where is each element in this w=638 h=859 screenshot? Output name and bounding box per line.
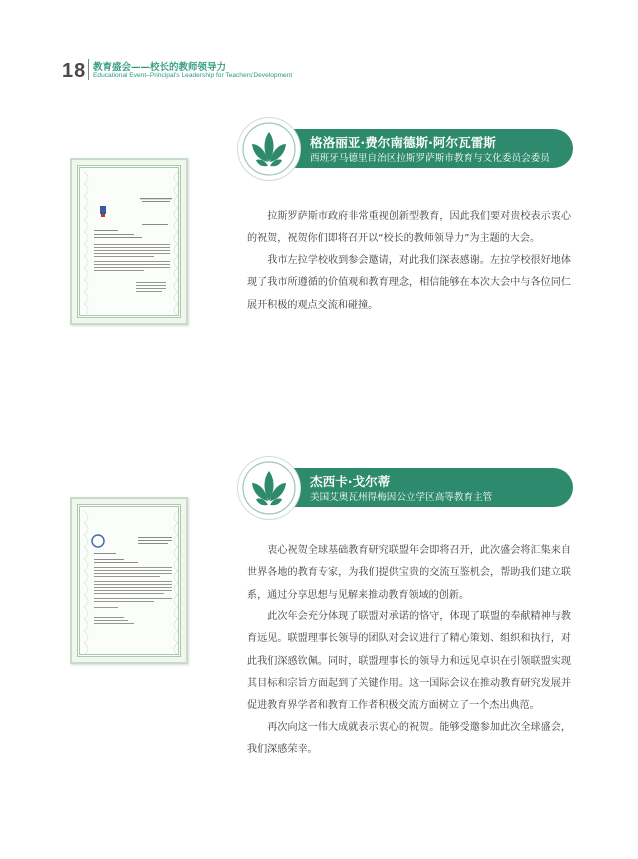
speaker-name-1: 格洛丽亚·费尔南德斯·阿尔瓦雷斯 (310, 135, 496, 150)
certificate-image-2 (70, 497, 188, 664)
speaker-role-2: 美国艾奥瓦州得梅因公立学区高等教育主管 (310, 492, 493, 503)
section-2-paragraph-2: 此次年会充分体现了联盟对承诺的恪守，体现了联盟的奉献精神与教育远见。联盟理事长领导的团队对会议进行了精心策划、组织和执行，对此我们深感钦佩。同时，联盟理事长的领导力和远见卓识在引领联盟实现其目标和宗旨方面起到了关键作用。这一国际会议在推动教育研究发展并促进教育界学者和教育工作者积极交流方面树立了一个杰出典范。 (247, 611, 571, 712)
speaker-banner-1 (278, 129, 573, 168)
certificate-image-1 (70, 158, 188, 325)
leaf-emblem-icon (238, 118, 300, 180)
leaf-emblem-icon (238, 457, 300, 519)
section-2-paragraph-1: 衷心祝贺全球基础教育研究联盟年会即将召开，此次盛会将汇集来自世界各地的教育专家，为我们提供宝贵的交流互鉴机会，帮助我们建立联系，通过分享思想与见解来推动教育领域的创新。 (247, 545, 571, 601)
certificate-letter-2-icon (80, 507, 181, 657)
certificate-letter-1-icon (80, 168, 181, 318)
page-number: 18 (62, 60, 87, 82)
speaker-banner-2 (278, 468, 573, 507)
section-1-paragraph-1: 拉斯罗萨斯市政府非常重视创新型教育，因此我们要对贵校表示衷心的祝贺，祝贺你们即将召开以“校长的教师领导力”为主题的大会。 (247, 211, 571, 245)
section-1-paragraph-2: 我市左拉学校收到参会邀请，对此我们深表感谢。左拉学校很好地体现了我市所遵循的价值观和教育理念，相信能够在本次大会中与各位同仁展开积极的观点交流和碰撞。 (247, 255, 571, 311)
header-divider (88, 59, 89, 80)
speaker-name-2: 杰西卡·戈尔蒂 (310, 474, 391, 489)
section-2-paragraph-3: 再次向这一伟大成就表示衷心的祝贺。能够受邀参加此次全球盛会，我们深感荣幸。 (247, 722, 571, 756)
header-title-en: Educational Event–Principal's Leadership for Teachers'Development (93, 72, 293, 79)
speaker-role-1: 西班牙马德里自治区拉斯罗萨斯市教育与文化委员会委员 (310, 153, 550, 164)
header-title-cn: 教育盛会——校长的教师领导力 (93, 62, 227, 73)
